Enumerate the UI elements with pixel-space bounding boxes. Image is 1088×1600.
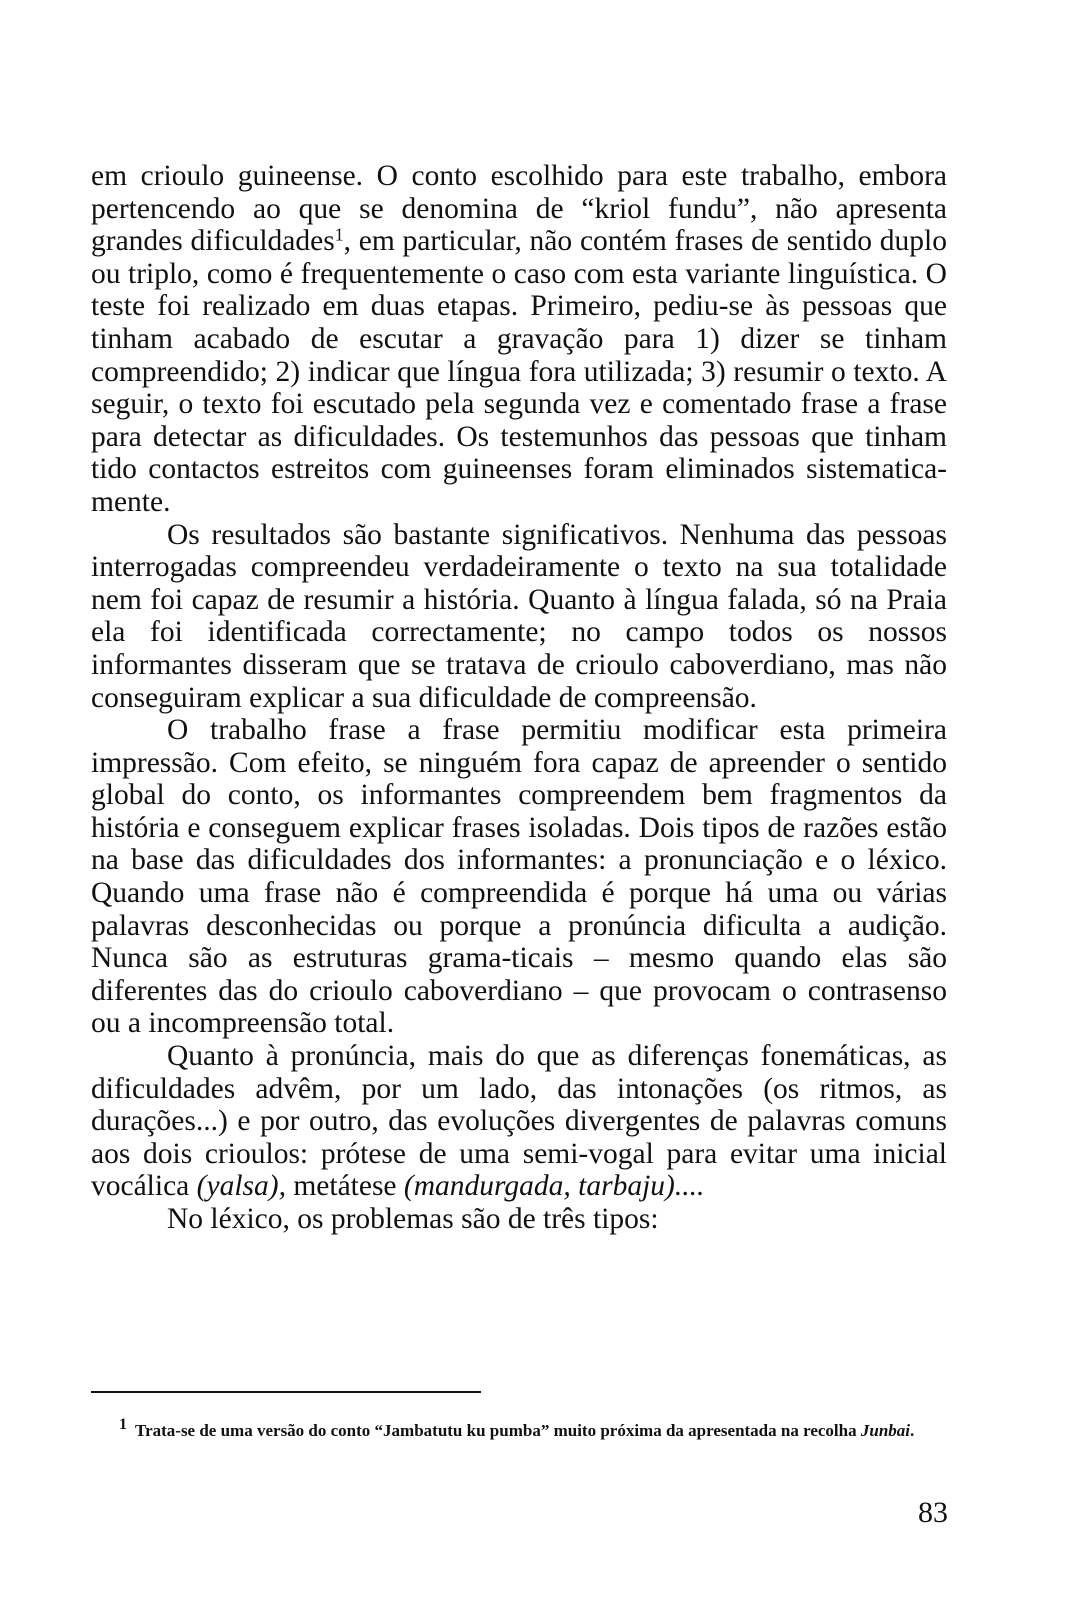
footnote-text-a: Trata-se de uma versão do conto “Jambatutu ku pumba” muito próxima da apresentada na recolha: [135, 1421, 861, 1441]
paragraph-1-text-b: , em particular, não contém frases de sentido duplo ou triplo, como é frequentemente o caso com esta variante linguística. O teste foi realizado em duas etapas. Primeiro, pediu-se às pessoas que tinham acabado de escutar a gravação para 1) dizer se tinham compreendido; 2) indicar que língua fora utilizada; 3) resumir o texto. A seguir, o texto foi escutado pela segunda vez e comentado frase a frase para detectar as dificuldades. Os testemunhos das pessoas que tinham tido contactos estreitos com guineenses foram eliminados sistematica-mente.: [91, 225, 947, 518]
footnote-number: 1: [119, 1416, 127, 1433]
footnote-text-b: .: [910, 1421, 915, 1441]
footnote-divider: [91, 1391, 481, 1393]
example-prothesis: (yalsa),: [196, 1170, 286, 1203]
footnote-reference: 1: [334, 224, 344, 245]
paragraph-5: No léxico, os problemas são de três tipos:: [167, 1203, 659, 1235]
page-number: 83: [918, 1496, 948, 1529]
paragraph-3: O trabalho frase a frase permitiu modificar esta primeira impressão. Com efeito, se ninguém fora capaz de apreender o sentido global do conto, os informantes compreendem bem fragmentos da história e conseguem explicar frases isoladas. Dois tipos de razões estão na base das dificuldades dos informantes: a pronunciação e o léxico. Quando uma frase não é compreendida é porque há uma ou várias palavras desconhecidas ou porque a pronúncia dificulta a audição. Nunca são as estruturas grama-ticais – mesmo quando elas são diferentes das do crioulo caboverdiano – que provocam o contrasenso ou a incompreensão total.: [91, 714, 947, 1040]
paragraph-1-text-a: em crioulo guineense. O conto escolhido para este trabalho, embora pertencendo ao que se denomina de “kriol fundu”, não apresenta grandes dificuldades: [91, 160, 947, 258]
paragraph-4: [91, 1040, 947, 1203]
footnote: [91, 1413, 947, 1443]
example-metathesis: (mandurgada, tarbaju)....: [403, 1170, 705, 1203]
footnote-source-title: Junbai: [860, 1421, 910, 1441]
paragraph-4-text-b: metátese: [285, 1170, 404, 1203]
paragraph-4-text-a: Quanto à pronúncia, mais do que as diferenças fonemáticas, as dificuldades advêm, por um lado, das intonações (os ritmos, as durações...) e por outro, das evoluções divergentes de palavras comuns aos dois crioulos: prótese de uma semi-vogal para evitar uma inicial vocálica: [91, 1040, 947, 1203]
paragraph-2: Os resultados são bastante significativos. Nenhuma das pessoas interrogadas compreendeu verdadeiramente o texto na sua totalidade nem foi capaz de resumir a história. Quanto à língua falada, só na Praia ela foi identificada correctamente; no campo todos os nossos informantes disseram que se tratava de crioulo caboverdiano, mas não conseguiram explicar a sua dificuldade de compreensão.: [91, 518, 947, 714]
body-text: [91, 160, 947, 1236]
paragraph-1: [91, 160, 947, 519]
